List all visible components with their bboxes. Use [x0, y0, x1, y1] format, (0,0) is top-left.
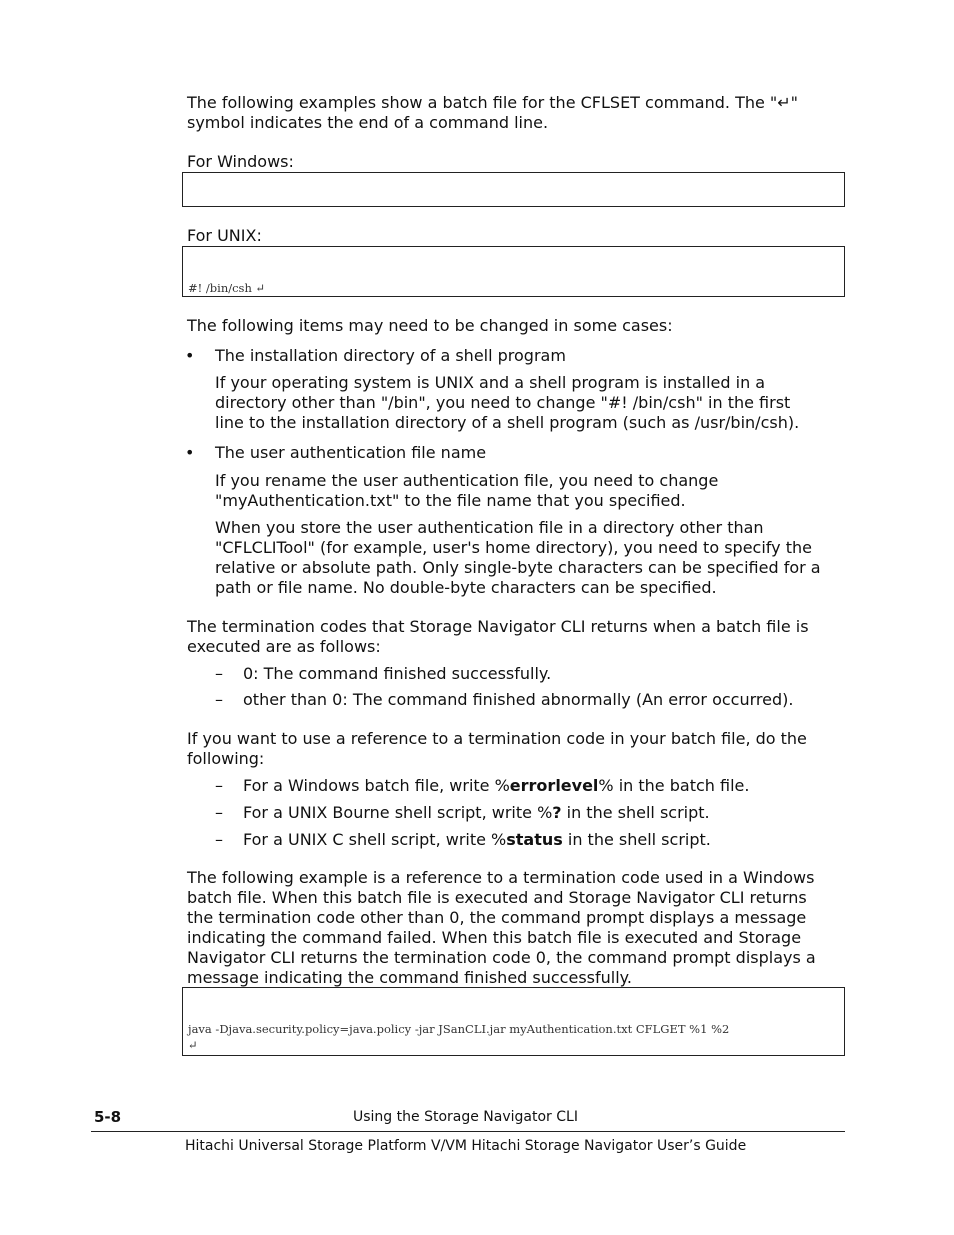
dash-marker: – — [215, 776, 223, 795]
paragraph-line: following: — [187, 749, 265, 768]
footer-divider — [91, 1131, 845, 1132]
paragraph-line: The termination codes that Storage Navigator CLI returns when a batch file is — [187, 617, 809, 636]
code-line: ↵ — [188, 1038, 198, 1052]
item-paragraph — [215, 373, 847, 433]
windows-code-block — [182, 172, 845, 207]
paragraph-line: relative or absolute path. Only single-byte characters can be specified for a — [215, 558, 821, 577]
code-line — [188, 206, 844, 207]
paragraph-line: If you rename the user authentication file, you need to change — [215, 471, 719, 490]
bullet: • — [185, 346, 195, 365]
footer-document-title: Hitachi Universal Storage Platform V/VM Hitachi Storage Navigator User’s Guide — [185, 1138, 747, 1154]
paragraph-line: path or file name. No double-byte characters can be specified. — [215, 578, 717, 597]
intro-line-2: symbol indicates the end of a command line. — [187, 113, 549, 132]
footer-section-title: Using the Storage Navigator CLI — [353, 1109, 578, 1125]
windows-label: For Windows: — [187, 152, 294, 171]
termination-item: other than 0: The command finished abnormally (An error occurred). — [243, 690, 794, 709]
paragraph-line: The following example is a reference to a termination code used in a Windows — [187, 868, 815, 887]
code-line — [188, 1053, 844, 1056]
paragraph-line: batch file. When this batch file is executed and Storage Navigator CLI returns — [187, 888, 807, 907]
paragraph-line: the termination code other than 0, the command prompt displays a message — [187, 908, 807, 927]
reference-item: For a UNIX C shell script, write %status in the shell script. — [243, 830, 711, 849]
item-paragraph — [215, 518, 847, 598]
paragraph-line: "CFLCLITool" (for example, user's home directory), you need to specify the — [215, 538, 812, 557]
paragraph-line: executed are as follows: — [187, 637, 381, 656]
code-line: #! /bin/csh ↵ — [188, 281, 266, 295]
dash-marker: – — [215, 664, 223, 683]
paragraph-line: directory other than "/bin", you need to change "#! /bin/csh" in the first — [215, 393, 791, 412]
dash-marker: – — [215, 803, 223, 822]
reference-text — [187, 729, 847, 769]
paragraph-line: If you want to use a reference to a termination code in your batch file, do the — [187, 729, 807, 748]
items-intro: The following items may need to be changed in some cases: — [187, 316, 673, 335]
item-title: The user authentication file name — [215, 443, 487, 462]
example-code-block — [182, 987, 845, 1056]
paragraph-line: line to the installation directory of a shell program (such as /usr/bin/csh). — [215, 413, 800, 432]
intro-text — [187, 93, 847, 133]
paragraph-line: If your operating system is UNIX and a shell program is installed in a — [215, 373, 766, 392]
intro-line-1: The following examples show a batch file for the CFLSET command. The "↵" — [187, 93, 799, 112]
unix-label: For UNIX: — [187, 226, 262, 245]
paragraph-line: "myAuthentication.txt" to the file name that you specified. — [215, 491, 686, 510]
termination-item: 0: The command finished successfully. — [243, 664, 552, 683]
unix-code-block — [182, 246, 845, 297]
dash-marker: – — [215, 830, 223, 849]
paragraph-line: indicating the command failed. When this batch file is executed and Storage — [187, 928, 802, 947]
paragraph-line: When you store the user authentication file in a directory other than — [215, 518, 764, 537]
item-paragraph — [215, 471, 847, 511]
paragraph-line: message indicating the command finished successfully. — [187, 968, 632, 987]
page-number: 5-8 — [94, 1108, 122, 1126]
paragraph-line: Navigator CLI returns the termination code 0, the command prompt displays a — [187, 948, 816, 967]
dash-marker: – — [215, 690, 223, 709]
example-text — [187, 868, 847, 988]
code-line — [188, 296, 844, 297]
reference-item: For a UNIX Bourne shell script, write %? in the shell script. — [243, 803, 710, 822]
item-title: The installation directory of a shell program — [215, 346, 566, 365]
termination-text — [187, 617, 847, 657]
reference-item: For a Windows batch file, write %errorlevel% in the batch file. — [243, 776, 750, 795]
code-line: java -Djava.security.policy=java.policy -jar JSanCLI.jar myAuthentication.txt CFLGET %1 %2 — [188, 1022, 730, 1036]
bullet: • — [185, 443, 195, 462]
